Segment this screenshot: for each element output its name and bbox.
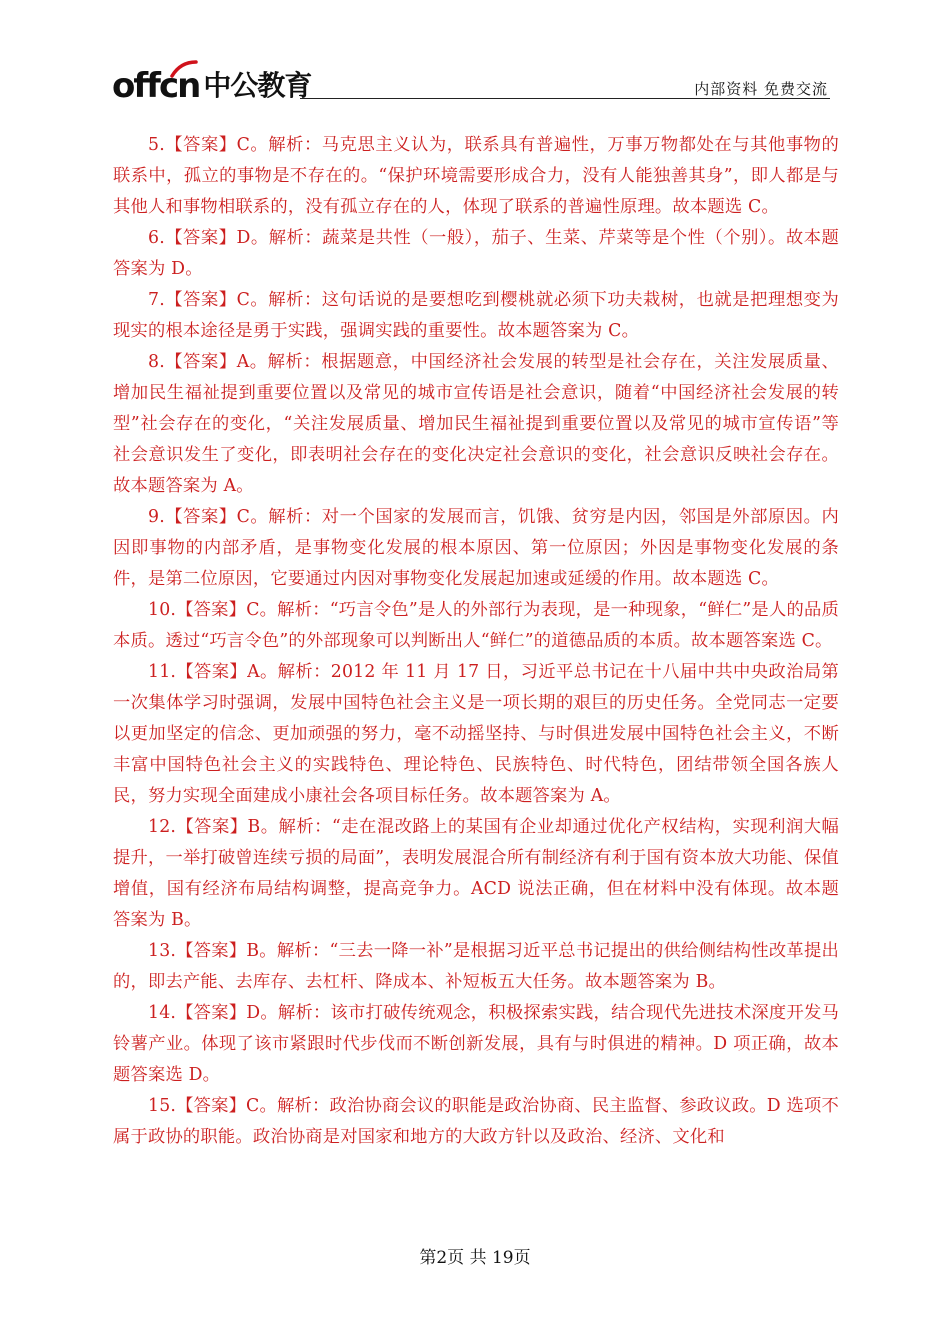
page-number: 第2页 共 19页 [419,1248,531,1268]
answer-item: 12.【答案】B。解析：“走在混改路上的某国有企业却通过优化产权结构，实现利润大幅提升，一举打破曾连续亏损的局面”，表明发展混合所有制经济有利于国有资本放大功能、保值增值，国有经济布局结构调整，提高竞争力。ACD 说法正确，但在材料中没有体现。故本题答案为 B。 [113,817,839,930]
answer-item: 7.【答案】C。解析：这句话说的是要想吃到樱桃就必须下功夫栽树，也就是把理想变为现实的根本途径是勇于实践，强调实践的重要性。故本题答案为 C。 [113,290,839,341]
page-header [112,58,830,104]
answer-item: 13.【答案】B。解析：“三去一降一补”是根据习近平总书记提出的供给侧结构性改革提出的，即去产能、去库存、去杠杆、降成本、补短板五大任务。故本题答案为 B。 [113,941,839,992]
answer-item: 8.【答案】A。解析：根据题意，中国经济社会发展的转型是社会存在，关注发展质量、增加民生福祉提到重要位置以及常见的城市宣传语是社会意识，随着“中国经济社会发展的转型”社会存在的变化，“关注发展质量、增加民生福祉提到重要位置以及常见的城市宣传语”等社会意识发生了变化，即表明社会存在的变化决定社会意识的变化，社会意识反映社会存在。故本题答案为 A。 [113,352,839,496]
answer-item: 5.【答案】C。解析：马克思主义认为，联系具有普遍性，万事万物都处在与其他事物的联系中，孤立的事物是不存在的。“保护环境需要形成合力，没有人能独善其身”，即人都是与其他人和事物相联系的，没有孤立存在的人，体现了联系的普遍性原理。故本题选 C。 [113,135,839,217]
logo-wordmark-cn: 中公教育 [203,69,312,102]
header-tagline: 内部资料 免费交流 [694,80,828,98]
offcn-logo [112,64,311,104]
answer-item: 10.【答案】C。解析：“巧言令色”是人的外部行为表现，是一种现象，“鲜仁”是人的品质本质。透过“巧言令色”的外部现象可以判断出人“鲜仁”的道德品质的本质。故本题答案选 C。 [113,600,839,651]
logo-swoosh-icon [170,60,198,78]
answer-list [113,130,839,1153]
answer-item: 14.【答案】D。解析：该市打破传统观念，积极探索实践，结合现代先进技术深度开发马铃薯产业。体现了该市紧跟时代步伐而不断创新发展，具有与时俱进的精神。D 项正确，故本题答案选 D。 [113,1003,839,1085]
answer-item: 11.【答案】A。解析：2012 年 11 月 17 日，习近平总书记在十八届中共中央政治局第一次集体学习时强调，发展中国特色社会主义是一项长期的艰巨的历史任务。全党同志一定要以更加坚定的信念、更加顽强的努力，毫不动摇坚持、与时俱进发展中国特色社会主义，不断丰富中国特色社会主义的实践特色、理论特色、民族特色、时代特色，团结带领全国各族人民，努力实现全面建成小康社会各项目标任务。故本题答案为 A。 [113,662,839,806]
answer-item: 6.【答案】D。解析：蔬菜是共性（一般），茄子、生菜、芹菜等是个性（个别）。故本题答案为 D。 [113,228,839,279]
answer-item: 9.【答案】C。解析：对一个国家的发展而言，饥饿、贫穷是内因，邻国是外部原因。内因即事物的内部矛盾，是事物变化发展的根本原因、第一位原因；外因是事物变化发展的条件，是第二位原因，它要通过内因对事物变化发展起加速或延缓的作用。故本题选 C。 [113,507,839,589]
logo-wordmark-en: offcn [112,66,200,106]
answer-item: 15.【答案】C。解析：政治协商会议的职能是政治协商、民主监督、参政议政。D 选项不属于政协的职能。政治协商是对国家和地方的大政方针以及政治、经济、文化和 [113,1096,839,1147]
